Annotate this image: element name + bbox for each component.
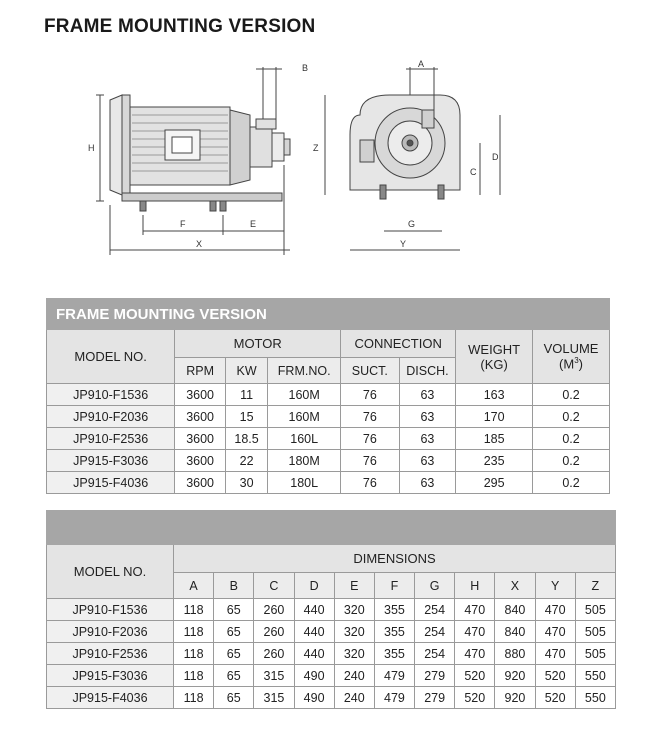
table1-motor-header: MOTOR bbox=[175, 330, 341, 358]
cell-weight: 163 bbox=[456, 384, 533, 406]
cell-dimension: 65 bbox=[214, 643, 254, 665]
cell-dimension: 550 bbox=[575, 665, 615, 687]
cell-rpm: 3600 bbox=[175, 472, 226, 494]
cell-dimension: 320 bbox=[334, 621, 374, 643]
cell-dimension: 355 bbox=[374, 599, 414, 621]
cell-weight: 185 bbox=[456, 428, 533, 450]
table2-model-header: MODEL NO. bbox=[47, 545, 174, 599]
cell-dimension: 254 bbox=[415, 621, 455, 643]
page-title: FRAME MOUNTING VERSION bbox=[44, 16, 316, 37]
dim-label-h: H bbox=[88, 143, 95, 153]
table1-subheader: DISCH. bbox=[399, 358, 456, 384]
cell-dimension: 520 bbox=[535, 687, 575, 709]
cell-dimension: 260 bbox=[254, 599, 294, 621]
cell-frm: 160M bbox=[268, 406, 341, 428]
cell-dimension: 470 bbox=[535, 643, 575, 665]
cell-rpm: 3600 bbox=[175, 450, 226, 472]
cell-model: JP915-F3036 bbox=[47, 665, 174, 687]
cell-dimension: 260 bbox=[254, 643, 294, 665]
cell-kw: 11 bbox=[225, 384, 267, 406]
cell-dimension: 490 bbox=[294, 665, 334, 687]
cell-dimension: 470 bbox=[535, 599, 575, 621]
cell-kw: 30 bbox=[225, 472, 267, 494]
cell-dimension: 470 bbox=[455, 643, 495, 665]
cell-dimension: 520 bbox=[535, 665, 575, 687]
dim-label-d: D bbox=[492, 152, 499, 162]
table2-column-header: F bbox=[374, 573, 414, 599]
cell-weight: 170 bbox=[456, 406, 533, 428]
dim-label-f: F bbox=[180, 219, 186, 229]
cell-suct: 76 bbox=[341, 406, 400, 428]
cell-suct: 76 bbox=[341, 428, 400, 450]
cell-dimension: 118 bbox=[174, 665, 214, 687]
cell-dimension: 355 bbox=[374, 643, 414, 665]
dim-label-e: E bbox=[250, 219, 257, 229]
table2-column-header: A bbox=[174, 573, 214, 599]
table-row bbox=[47, 687, 616, 709]
cell-dimension: 505 bbox=[575, 599, 615, 621]
table1-subheader: FRM.NO. bbox=[268, 358, 341, 384]
cell-disch: 63 bbox=[399, 450, 456, 472]
cell-dimension: 440 bbox=[294, 599, 334, 621]
dimensions-table bbox=[46, 510, 616, 709]
cell-dimension: 479 bbox=[374, 665, 414, 687]
cell-dimension: 470 bbox=[535, 621, 575, 643]
cell-kw: 18.5 bbox=[225, 428, 267, 450]
cell-model: JP910-F2536 bbox=[47, 428, 175, 450]
cell-model: JP910-F2036 bbox=[47, 621, 174, 643]
table-row bbox=[47, 621, 616, 643]
table2-column-header: D bbox=[294, 573, 334, 599]
cell-dimension: 65 bbox=[214, 621, 254, 643]
cell-dimension: 470 bbox=[455, 621, 495, 643]
cell-dimension: 920 bbox=[495, 665, 535, 687]
cell-dimension: 440 bbox=[294, 643, 334, 665]
dim-label-g: G bbox=[408, 219, 416, 229]
cell-disch: 63 bbox=[399, 428, 456, 450]
cell-dimension: 118 bbox=[174, 687, 214, 709]
cell-frm: 160M bbox=[268, 384, 341, 406]
cell-dimension: 355 bbox=[374, 621, 414, 643]
cell-model: JP910-F1536 bbox=[47, 599, 174, 621]
cell-dimension: 320 bbox=[334, 599, 374, 621]
table-row bbox=[47, 599, 616, 621]
cell-dimension: 505 bbox=[575, 621, 615, 643]
cell-dimension: 240 bbox=[334, 687, 374, 709]
table-row bbox=[47, 472, 610, 494]
cell-dimension: 65 bbox=[214, 599, 254, 621]
cell-volume: 0.2 bbox=[533, 450, 610, 472]
cell-dimension: 920 bbox=[495, 687, 535, 709]
cell-frm: 180M bbox=[268, 450, 341, 472]
table2-column-header: G bbox=[415, 573, 455, 599]
cell-dimension: 315 bbox=[254, 665, 294, 687]
table1-subheader: SUCT. bbox=[341, 358, 400, 384]
cell-dimension: 254 bbox=[415, 599, 455, 621]
cell-model: JP910-F1536 bbox=[47, 384, 175, 406]
table-row bbox=[47, 428, 610, 450]
table-row bbox=[47, 406, 610, 428]
cell-dimension: 320 bbox=[334, 643, 374, 665]
cell-dimension: 479 bbox=[374, 687, 414, 709]
cell-model: JP910-F2536 bbox=[47, 643, 174, 665]
cell-dimension: 880 bbox=[495, 643, 535, 665]
cell-rpm: 3600 bbox=[175, 406, 226, 428]
cell-dimension: 260 bbox=[254, 621, 294, 643]
cell-model: JP915-F3036 bbox=[47, 450, 175, 472]
cell-frm: 180L bbox=[268, 472, 341, 494]
cell-volume: 0.2 bbox=[533, 428, 610, 450]
cell-disch: 63 bbox=[399, 384, 456, 406]
table-row bbox=[47, 665, 616, 687]
cell-disch: 63 bbox=[399, 406, 456, 428]
dim-label-x: X bbox=[196, 239, 203, 249]
cell-dimension: 118 bbox=[174, 621, 214, 643]
table1-subheader: KW bbox=[225, 358, 267, 384]
dim-label-a: A bbox=[418, 59, 425, 69]
table2-header-bar bbox=[47, 511, 616, 545]
table2-column-header: E bbox=[334, 573, 374, 599]
cell-dimension: 840 bbox=[495, 599, 535, 621]
table1-model-header: MODEL NO. bbox=[47, 330, 175, 384]
cell-dimension: 520 bbox=[455, 687, 495, 709]
cell-model: JP915-F4036 bbox=[47, 472, 175, 494]
pump-dimension-diagram bbox=[60, 55, 620, 265]
cell-dimension: 520 bbox=[455, 665, 495, 687]
table2-column-header: H bbox=[455, 573, 495, 599]
cell-dimension: 470 bbox=[455, 599, 495, 621]
table1-connection-header: CONNECTION bbox=[341, 330, 456, 358]
table2-column-header: C bbox=[254, 573, 294, 599]
cell-dimension: 505 bbox=[575, 643, 615, 665]
cell-dimension: 840 bbox=[495, 621, 535, 643]
table1-weight-header: WEIGHT (KG) bbox=[456, 330, 533, 384]
cell-model: JP915-F4036 bbox=[47, 687, 174, 709]
cell-dimension: 315 bbox=[254, 687, 294, 709]
cell-dimension: 279 bbox=[415, 687, 455, 709]
table-row bbox=[47, 384, 610, 406]
table2-dimensions-header: DIMENSIONS bbox=[174, 545, 616, 573]
cell-volume: 0.2 bbox=[533, 384, 610, 406]
side-view bbox=[96, 67, 290, 255]
table2-column-header: Y bbox=[535, 573, 575, 599]
table1-title: FRAME MOUNTING VERSION bbox=[47, 299, 610, 330]
cell-dimension: 550 bbox=[575, 687, 615, 709]
table1-volume-header: VOLUME $(M^3)$ bbox=[533, 330, 610, 384]
cell-frm: 160L bbox=[268, 428, 341, 450]
cell-disch: 63 bbox=[399, 472, 456, 494]
cell-rpm: 3600 bbox=[175, 384, 226, 406]
table-row bbox=[47, 450, 610, 472]
dim-label-b: B bbox=[302, 63, 309, 73]
cell-suct: 76 bbox=[341, 384, 400, 406]
cell-volume: 0.2 bbox=[533, 472, 610, 494]
cell-weight: 295 bbox=[456, 472, 533, 494]
table2-column-header: B bbox=[214, 573, 254, 599]
table1-subheader: RPM bbox=[175, 358, 226, 384]
cell-kw: 22 bbox=[225, 450, 267, 472]
cell-rpm: 3600 bbox=[175, 428, 226, 450]
cell-suct: 76 bbox=[341, 450, 400, 472]
cell-kw: 15 bbox=[225, 406, 267, 428]
cell-dimension: 279 bbox=[415, 665, 455, 687]
table2-column-header: X bbox=[495, 573, 535, 599]
cell-dimension: 65 bbox=[214, 665, 254, 687]
cell-dimension: 118 bbox=[174, 643, 214, 665]
table-row bbox=[47, 643, 616, 665]
dim-label-c: C bbox=[470, 167, 477, 177]
dim-label-y: Y bbox=[400, 239, 407, 249]
cell-dimension: 440 bbox=[294, 621, 334, 643]
motor-spec-table bbox=[46, 298, 610, 494]
cell-dimension: 490 bbox=[294, 687, 334, 709]
pump-drawing bbox=[60, 55, 620, 265]
cell-dimension: 118 bbox=[174, 599, 214, 621]
table2-column-header: Z bbox=[575, 573, 615, 599]
cell-dimension: 254 bbox=[415, 643, 455, 665]
cell-dimension: 240 bbox=[334, 665, 374, 687]
dim-label-z: Z bbox=[313, 143, 319, 153]
cell-model: JP910-F2036 bbox=[47, 406, 175, 428]
cell-dimension: 65 bbox=[214, 687, 254, 709]
cell-suct: 76 bbox=[341, 472, 400, 494]
cell-volume: 0.2 bbox=[533, 406, 610, 428]
cell-weight: 235 bbox=[456, 450, 533, 472]
